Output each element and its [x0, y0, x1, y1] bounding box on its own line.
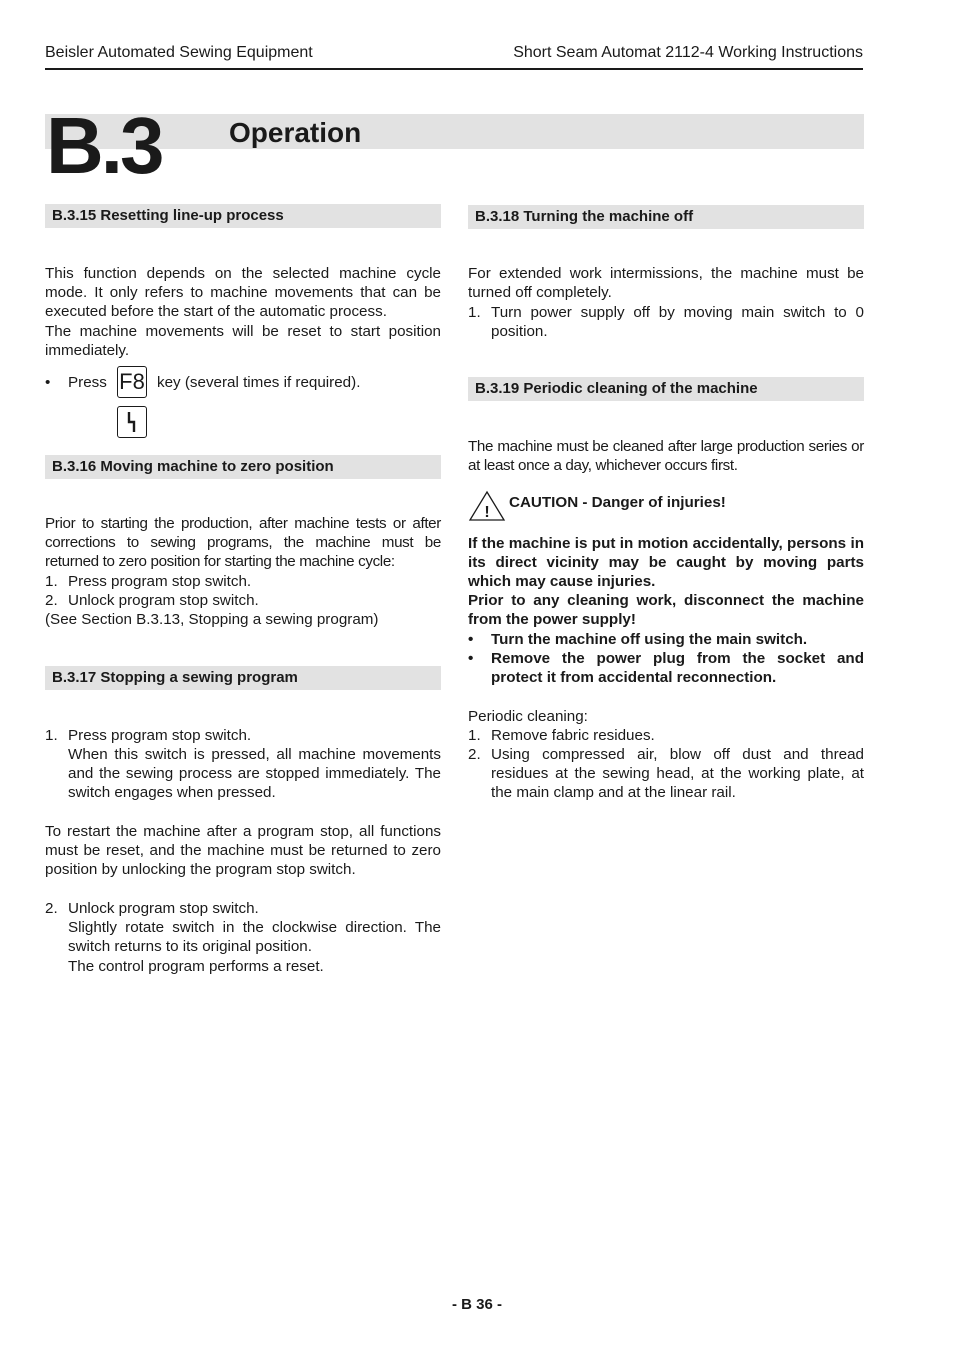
step-number: 1. [468, 727, 481, 744]
section-heading-b3-16: B.3.16 Moving machine to zero position [45, 455, 441, 479]
warning-triangle-icon [468, 490, 506, 522]
step-detail: The control program performs a reset. [68, 958, 324, 975]
step-number: 1. [45, 727, 58, 744]
caution-title: CAUTION - Danger of injuries! [509, 494, 726, 511]
header-left: Beisler Automated Sewing Equipment [45, 44, 313, 61]
chapter-title: Operation [229, 117, 362, 148]
s19-warning-1: If the machine is put in motion accidentally, persons in its direct vicinity may be caught by moving parts which may cause injuries. [468, 535, 864, 591]
header-right: Short Seam Automat 2112-4 Working Instructions [513, 44, 863, 61]
step-number: 2. [468, 746, 481, 763]
s18-paragraph-1: For extended work intermissions, the machine must be turned off completely. [468, 265, 864, 302]
step-text: Unlock program stop switch. [68, 592, 259, 609]
s16-paragraph-1: Prior to starting the production, after machine tests or after corrections to sewing programs, the machine must be returned to zero position for starting the machine cycle: [45, 515, 441, 571]
bullet: • [45, 374, 51, 391]
chapter-number: B.3 [46, 101, 162, 190]
s19-paragraph-1: The machine must be cleaned after large production series or at least once a day, whichever occurs first. [468, 438, 864, 475]
s19-warning-2: Prior to any cleaning work, disconnect the machine from the power supply! [468, 592, 864, 629]
step-text: Turn power supply off by moving main switch to 0 position. [491, 304, 864, 341]
s15-press-after: key (several times if required). [157, 374, 361, 391]
section-heading-b3-18: B.3.18 Turning the machine off [468, 205, 864, 229]
bullet-text: Remove the power plug from the socket and protect it from accidental reconnection. [491, 650, 864, 687]
step-number: 2. [45, 900, 58, 917]
chapter-title-band [45, 114, 864, 149]
s15-paragraph-1: This function depends on the selected machine cycle mode. It only refers to machine movements that can be executed before the start of the automatic process. [45, 265, 441, 321]
section-heading-b3-19: B.3.19 Periodic cleaning of the machine [468, 377, 864, 401]
s17-paragraph-1: To restart the machine after a program stop, all functions must be reset, and the machine must be returned to zero position by unlocking the program stop switch. [45, 823, 441, 879]
page-number: - B 36 - [451, 1296, 502, 1313]
svg-text:!: ! [484, 504, 490, 521]
step-detail: Slightly rotate switch in the clockwise direction. The switch returns to its original position. [68, 919, 441, 956]
section-heading-b3-17: B.3.17 Stopping a sewing program [45, 666, 441, 690]
bullet: • [468, 650, 474, 667]
step-detail: When this switch is pressed, all machine movements and the sewing process are stopped immediately. The switch engages when pressed. [68, 746, 441, 802]
header-rule [45, 68, 863, 70]
step-number: 1. [45, 573, 58, 590]
s15-press-label: Press [68, 374, 107, 391]
s15-paragraph-2: The machine movements will be reset to start position immediately. [45, 323, 441, 360]
step-text: Remove fabric residues. [491, 727, 655, 744]
step-text: Unlock program stop switch. [68, 900, 259, 917]
s16-note: (See Section B.3.13, Stopping a sewing program) [45, 611, 379, 628]
step-number: 2. [45, 592, 58, 609]
step-number: 1. [468, 304, 481, 321]
s19-periodic-label: Periodic cleaning: [468, 708, 588, 725]
step-text: Press program stop switch. [68, 573, 252, 590]
f8-key-icon: F8 [117, 366, 147, 398]
step-text: Press program stop switch. [68, 727, 252, 744]
program-stop-key-icon [117, 406, 147, 438]
bullet-text: Turn the machine off using the main switch. [491, 631, 808, 648]
section-heading-b3-15: B.3.15 Resetting line-up process [45, 204, 441, 228]
bullet: • [468, 631, 474, 648]
step-text: Using compressed air, blow off dust and thread residues at the sewing head, at the working plate, at the main clamp and at the linear rail. [491, 746, 864, 802]
